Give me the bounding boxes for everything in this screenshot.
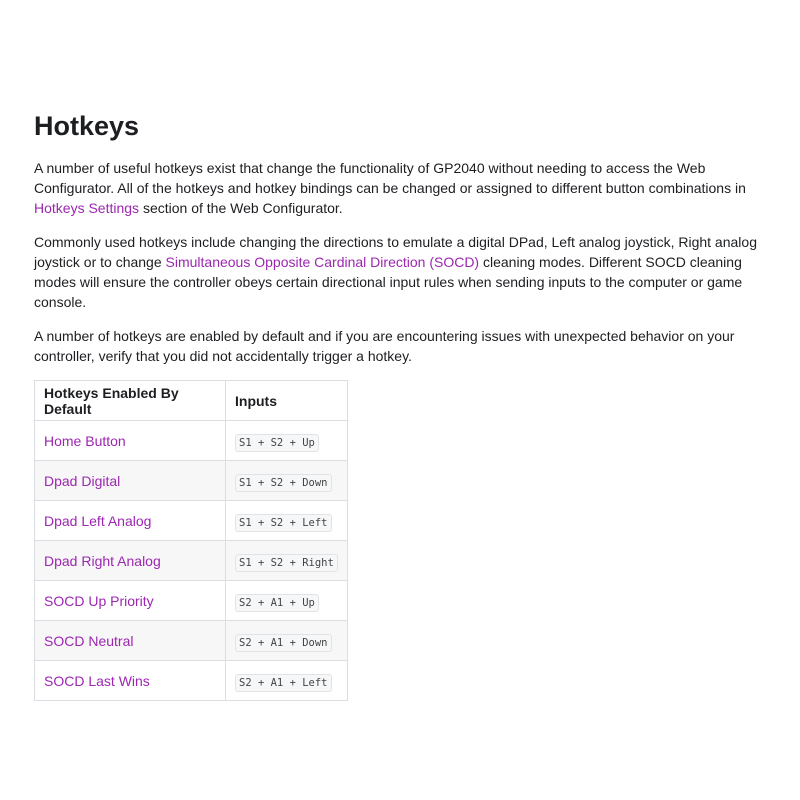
hotkeys-settings-link[interactable]: Hotkeys Settings: [34, 200, 140, 216]
hotkey-link-dpad-digital[interactable]: Dpad Digital: [44, 472, 121, 489]
usage-paragraph: [34, 232, 774, 312]
hotkey-name: [35, 581, 226, 621]
hotkey-inputs: S1 + S2 + Down: [235, 474, 332, 492]
table-row: [35, 461, 348, 501]
hotkey-inputs: S2 + A1 + Left: [235, 674, 332, 692]
header-hotkeys: Hotkeys Enabled By Default: [35, 381, 226, 421]
table-header-row: [35, 381, 348, 421]
hotkey-link-dpad-left-analog[interactable]: Dpad Left Analog: [44, 512, 152, 529]
hotkey-link-socd-neutral[interactable]: SOCD Neutral: [44, 632, 134, 649]
socd-link[interactable]: Simultaneous Opposite Cardinal Direction (SOCD): [165, 254, 480, 270]
hotkey-name: [35, 661, 226, 701]
hotkey-inputs: S2 + A1 + Up: [235, 594, 319, 612]
hotkey-inputs: S2 + A1 + Down: [235, 634, 332, 652]
hotkey-link-home-button[interactable]: Home Button: [44, 432, 126, 449]
header-inputs: Inputs: [226, 381, 348, 421]
table-row: [35, 541, 348, 581]
intro-paragraph: [34, 158, 774, 218]
usage-text-start: Commonly used hotkeys include changing the directions to emulate a digital DPad, Left analog joystick, Right analog joystick or to change: [34, 234, 757, 270]
hotkey-inputs-cell: [226, 421, 348, 461]
hotkey-inputs-cell: [226, 621, 348, 661]
hotkey-name: [35, 541, 226, 581]
hotkey-link-socd-up-priority[interactable]: SOCD Up Priority: [44, 592, 154, 609]
intro-text-end: section of the Web Configurator.: [139, 200, 343, 216]
hotkey-name: [35, 421, 226, 461]
hotkey-name: [35, 461, 226, 501]
hotkey-inputs-cell: [226, 541, 348, 581]
hotkey-inputs: S1 + S2 + Left: [235, 514, 332, 532]
hotkeys-table: [34, 380, 348, 701]
hotkey-name: [35, 501, 226, 541]
article: [34, 108, 774, 701]
hotkey-inputs: S1 + S2 + Up: [235, 434, 319, 452]
table-row: [35, 621, 348, 661]
hotkey-link-socd-last-wins[interactable]: SOCD Last Wins: [44, 672, 150, 689]
hotkey-inputs-cell: [226, 501, 348, 541]
page-title: Hotkeys: [34, 111, 140, 141]
hotkey-link-dpad-right-analog[interactable]: Dpad Right Analog: [44, 552, 161, 569]
hotkey-name: [35, 621, 226, 661]
intro-text-start: A number of useful hotkeys exist that change the functionality of GP2040 without needing to access the Web Configurator. All of the hotkeys and hotkey bindings can be changed or assigned to different button combinations in: [34, 160, 746, 196]
default-hotkeys-paragraph: A number of hotkeys are enabled by default and if you are encountering issues with unexpected behavior on your controller, verify that you did not accidentally trigger a hotkey.: [34, 328, 735, 364]
hotkey-inputs-cell: [226, 661, 348, 701]
table-row: [35, 421, 348, 461]
table-row: [35, 661, 348, 701]
table-row: [35, 581, 348, 621]
usage-text-end: cleaning modes. Different SOCD cleaning modes will ensure the controller obeys certain directional input rules when sending inputs to the computer or game console.: [34, 254, 743, 310]
hotkey-inputs-cell: [226, 461, 348, 501]
table-row: [35, 501, 348, 541]
hotkey-inputs: S1 + S2 + Right: [235, 554, 338, 572]
hotkey-inputs-cell: [226, 581, 348, 621]
